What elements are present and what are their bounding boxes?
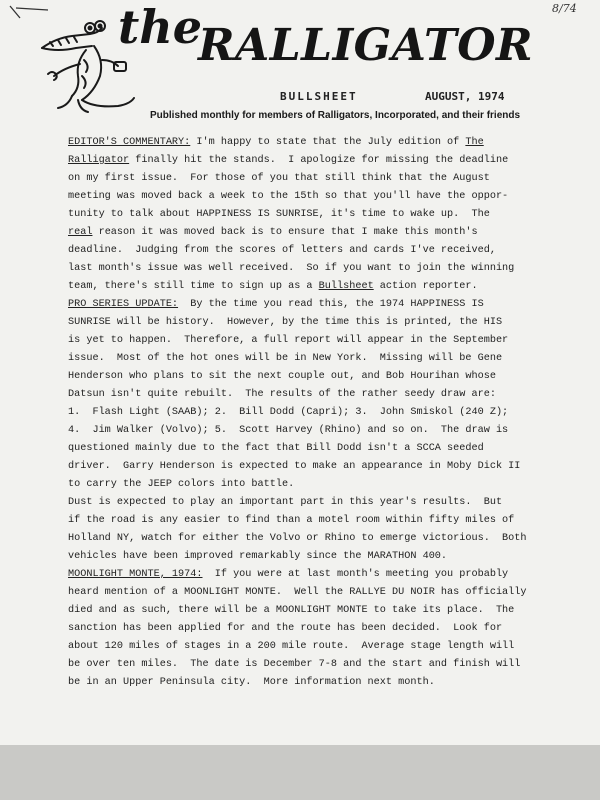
section-heading: EDITOR'S COMMENTARY: — [68, 137, 191, 148]
underlined-text: The — [465, 137, 484, 148]
body-text: issue. Most of the hot ones will be in New York. Missing will be Gene — [68, 353, 503, 364]
body-text: if the road is any easier to find than a motel room within fifty miles of — [68, 515, 515, 526]
corner-handwritten-note: 8/74 — [552, 2, 577, 15]
body-text: reason it was moved back is to ensure that I make this month's — [92, 227, 478, 238]
body-text: action reporter. — [373, 281, 478, 292]
section-editors-commentary — [68, 134, 578, 296]
masthead-title: RALLIGATOR — [198, 20, 534, 71]
underlined-text: real — [68, 227, 93, 238]
masthead-tagline: Published monthly for members of Ralligators, Incorporated, and their friends — [150, 110, 521, 121]
body-text: deadline. Judging from the scores of letters and cards I've received, — [68, 245, 496, 256]
body-text: died and as such, there will be a MOONLIGHT MONTE to take its place. The — [68, 605, 515, 616]
body-text: If you were at last month's meeting you probably — [202, 569, 509, 580]
underlined-text: Bullsheet — [318, 281, 374, 292]
body-text: about 120 miles of stages in a 200 mile route. Average stage length will — [68, 641, 515, 652]
masthead-subtitle: BULLSHEET — [280, 90, 358, 103]
body-text: be over ten miles. The date is December 7-8 and the start and finish will — [68, 659, 521, 670]
body-text: Dust is expected to play an important part in this year's results. But — [68, 497, 503, 508]
section-heading: MOONLIGHT MONTE, 1974: — [68, 569, 203, 580]
issue-date: AUGUST, 1974 — [425, 90, 505, 103]
underlined-text: Ralligator — [68, 155, 130, 166]
body-text: finally hit the stands. I apologize for missing the deadline — [129, 155, 509, 166]
body-text: questioned mainly due to the fact that Bill Dodd isn't a SCCA seeded — [68, 443, 484, 454]
body-text: driver. Garry Henderson is expected to make an appearance in Moby Dick II — [68, 461, 521, 472]
body-text: team, there's still time to sign up as a — [68, 281, 319, 292]
body-text: By the time you read this, the 1974 HAPPINESS IS — [178, 299, 484, 310]
body-text: Datsun isn't quite rebuilt. The results of the rather seedy draw are: — [68, 389, 496, 400]
body-text: Holland NY, watch for either the Volvo or Rhino to emerge victorious. Both — [68, 533, 527, 544]
body-text: tunity to talk about HAPPINESS IS SUNRISE, it's time to wake up. The — [68, 209, 490, 220]
section-moonlight-monte — [68, 566, 578, 692]
body-text: be in an Upper Peninsula city. More information next month. — [68, 677, 435, 688]
body-text: last month's issue was well received. So if you want to join the winning — [68, 263, 515, 274]
body-text: Henderson who plans to sit the next couple out, and Bob Hourihan whose — [68, 371, 496, 382]
body-text: 4. Jim Walker (Volvo); 5. Scott Harvey (Rhino) and so on. The draw is — [68, 425, 509, 436]
body-text: to carry the JEEP colors into battle. — [68, 479, 295, 490]
masthead-the: the — [118, 0, 202, 54]
body-text: sanction has been applied for and the route has been decided. Look for — [68, 623, 503, 634]
body-text: 1. Flash Light (SAAB); 2. Bill Dodd (Capri); 3. John Smiskol (240 Z); — [68, 407, 509, 418]
body-text: vehicles have been improved remarkably since the MARATHON 400. — [68, 551, 448, 562]
section-heading: PRO SERIES UPDATE: — [68, 299, 179, 310]
page-background-edge — [0, 745, 600, 800]
body-text: on my first issue. For those of you that still think that the August — [68, 173, 490, 184]
body-text: I'm happy to state that the July edition of — [190, 137, 466, 148]
section-pro-series-update — [68, 296, 578, 566]
body-text: SUNRISE will be history. However, by the time this is printed, the HIS — [68, 317, 503, 328]
body-text: heard mention of a MOONLIGHT MONTE. Well the RALLYE DU NOIR has officially — [68, 587, 527, 598]
body-text: is yet to happen. Therefore, a full report will appear in the September — [68, 335, 509, 346]
body-text: meeting was moved back a week to the 15th so that you'll have the oppor- — [68, 191, 509, 202]
